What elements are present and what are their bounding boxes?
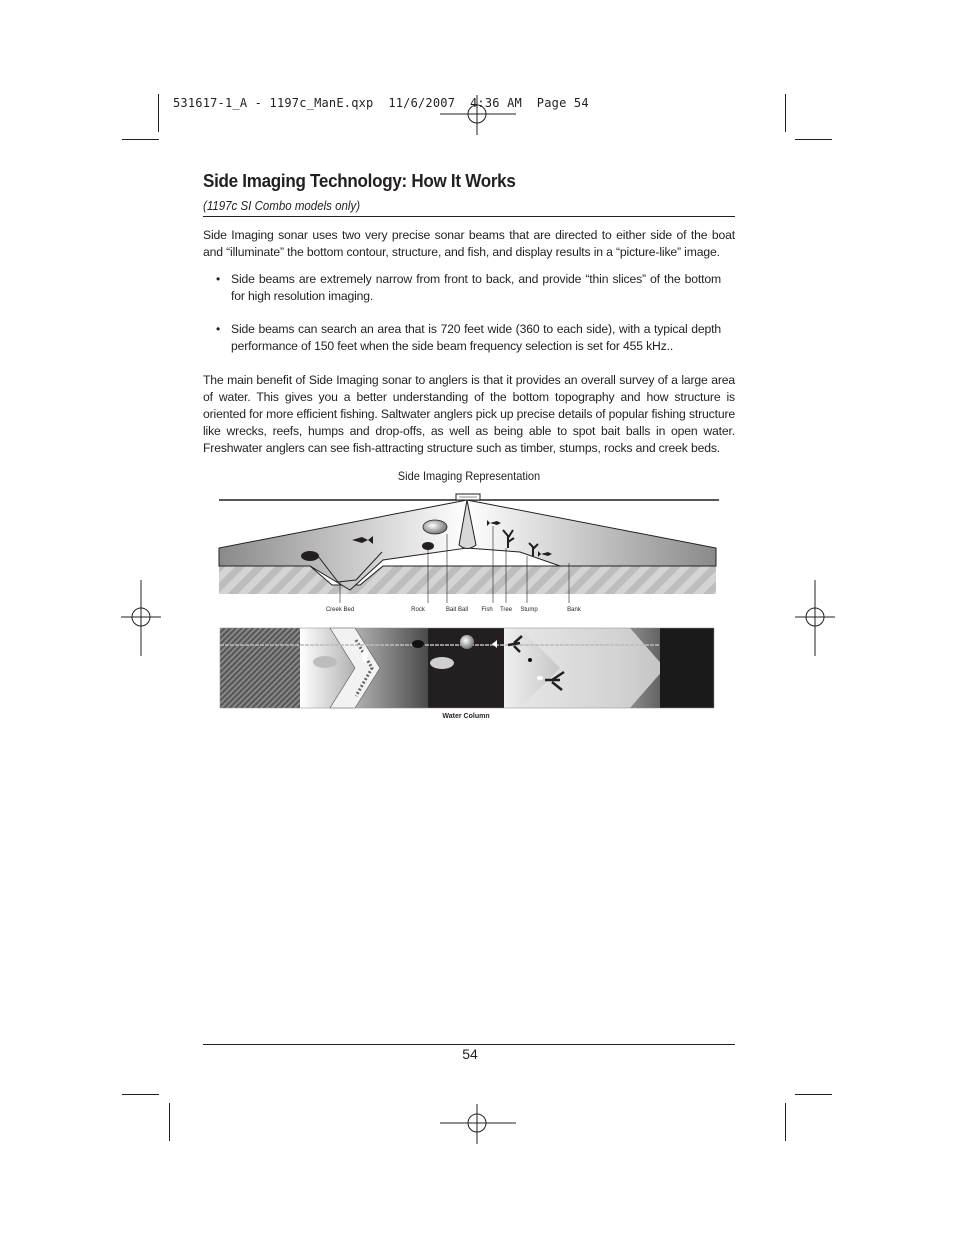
bullet-item: Side beams are extremely narrow from front to back, and provide “thin slices” of the bottom for high resolution imaging. <box>231 272 721 303</box>
sonar-rock-target <box>412 640 424 648</box>
bullet-item: Side beams can search an area that is 720 feet wide (360 to each side), with a typical depth performance of 150 feet when the side beam frequency selection is set for 455 kHz.. <box>231 322 721 353</box>
section-title: Side Imaging Technology: How It Works <box>203 170 516 191</box>
creek-bed-rock <box>301 551 319 561</box>
bullet-marker: • <box>216 322 221 336</box>
sonar-image-strip <box>220 628 714 708</box>
section-subtitle: (1197c SI Combo models only) <box>203 199 361 213</box>
bullet-marker: • <box>216 272 221 286</box>
page-number: 54 <box>462 1046 478 1062</box>
sonar-fish-target <box>528 658 532 662</box>
benefit-paragraph: The main benefit of Side Imaging sonar to anglers is that it provides an overall survey of a large area of water. This gives you a better understanding of the bottom topography and how structure is oriented for more efficient fishing. Saltwater anglers pick up precise details of popular fishing structure like wrecks, reefs, humps and drop-offs, as well as being able to spot bait balls in open water. Freshwater anglers can see fish-attracting structure such as timber, stumps, rocks and creek beds. <box>203 373 735 455</box>
sonar-bait-ball-target <box>430 657 454 669</box>
print-slug-line: 531617-1_A - 1197c_ManE.qxp 11/6/2007 4:36 AM Page 54 <box>173 96 589 110</box>
label-bank: Bank <box>567 607 581 613</box>
label-bait-ball: Bait Ball <box>445 607 469 613</box>
label-fish: Fish <box>481 607 493 613</box>
label-water-column: Water Column <box>442 713 490 720</box>
bait-ball-icon <box>423 520 447 534</box>
sonar-bait-ball-reflection <box>460 635 474 649</box>
label-tree: Tree <box>499 607 513 613</box>
sonar-creek-rock-target <box>313 656 337 668</box>
label-creek-bed: Creek Bed <box>325 607 355 613</box>
rock-icon <box>422 542 434 550</box>
lake-bottom <box>219 566 716 594</box>
footer-rule <box>203 1044 735 1045</box>
sonar-fish-target <box>537 676 543 680</box>
sonar-left-bottom-hatch <box>220 628 310 708</box>
intro-paragraph: Side Imaging sonar uses two very precise sonar beams that are directed to either side of the boat and “illuminate” the bottom contour, structure, and fish, and display results in a “picture-like” image. <box>203 228 735 259</box>
figure-title: Side Imaging Representation <box>397 469 541 483</box>
sonar-fish-target <box>362 650 368 662</box>
label-rock: Rock <box>411 607 425 613</box>
sonar-right-shadow <box>660 628 714 708</box>
label-stump: Stump <box>520 607 538 613</box>
